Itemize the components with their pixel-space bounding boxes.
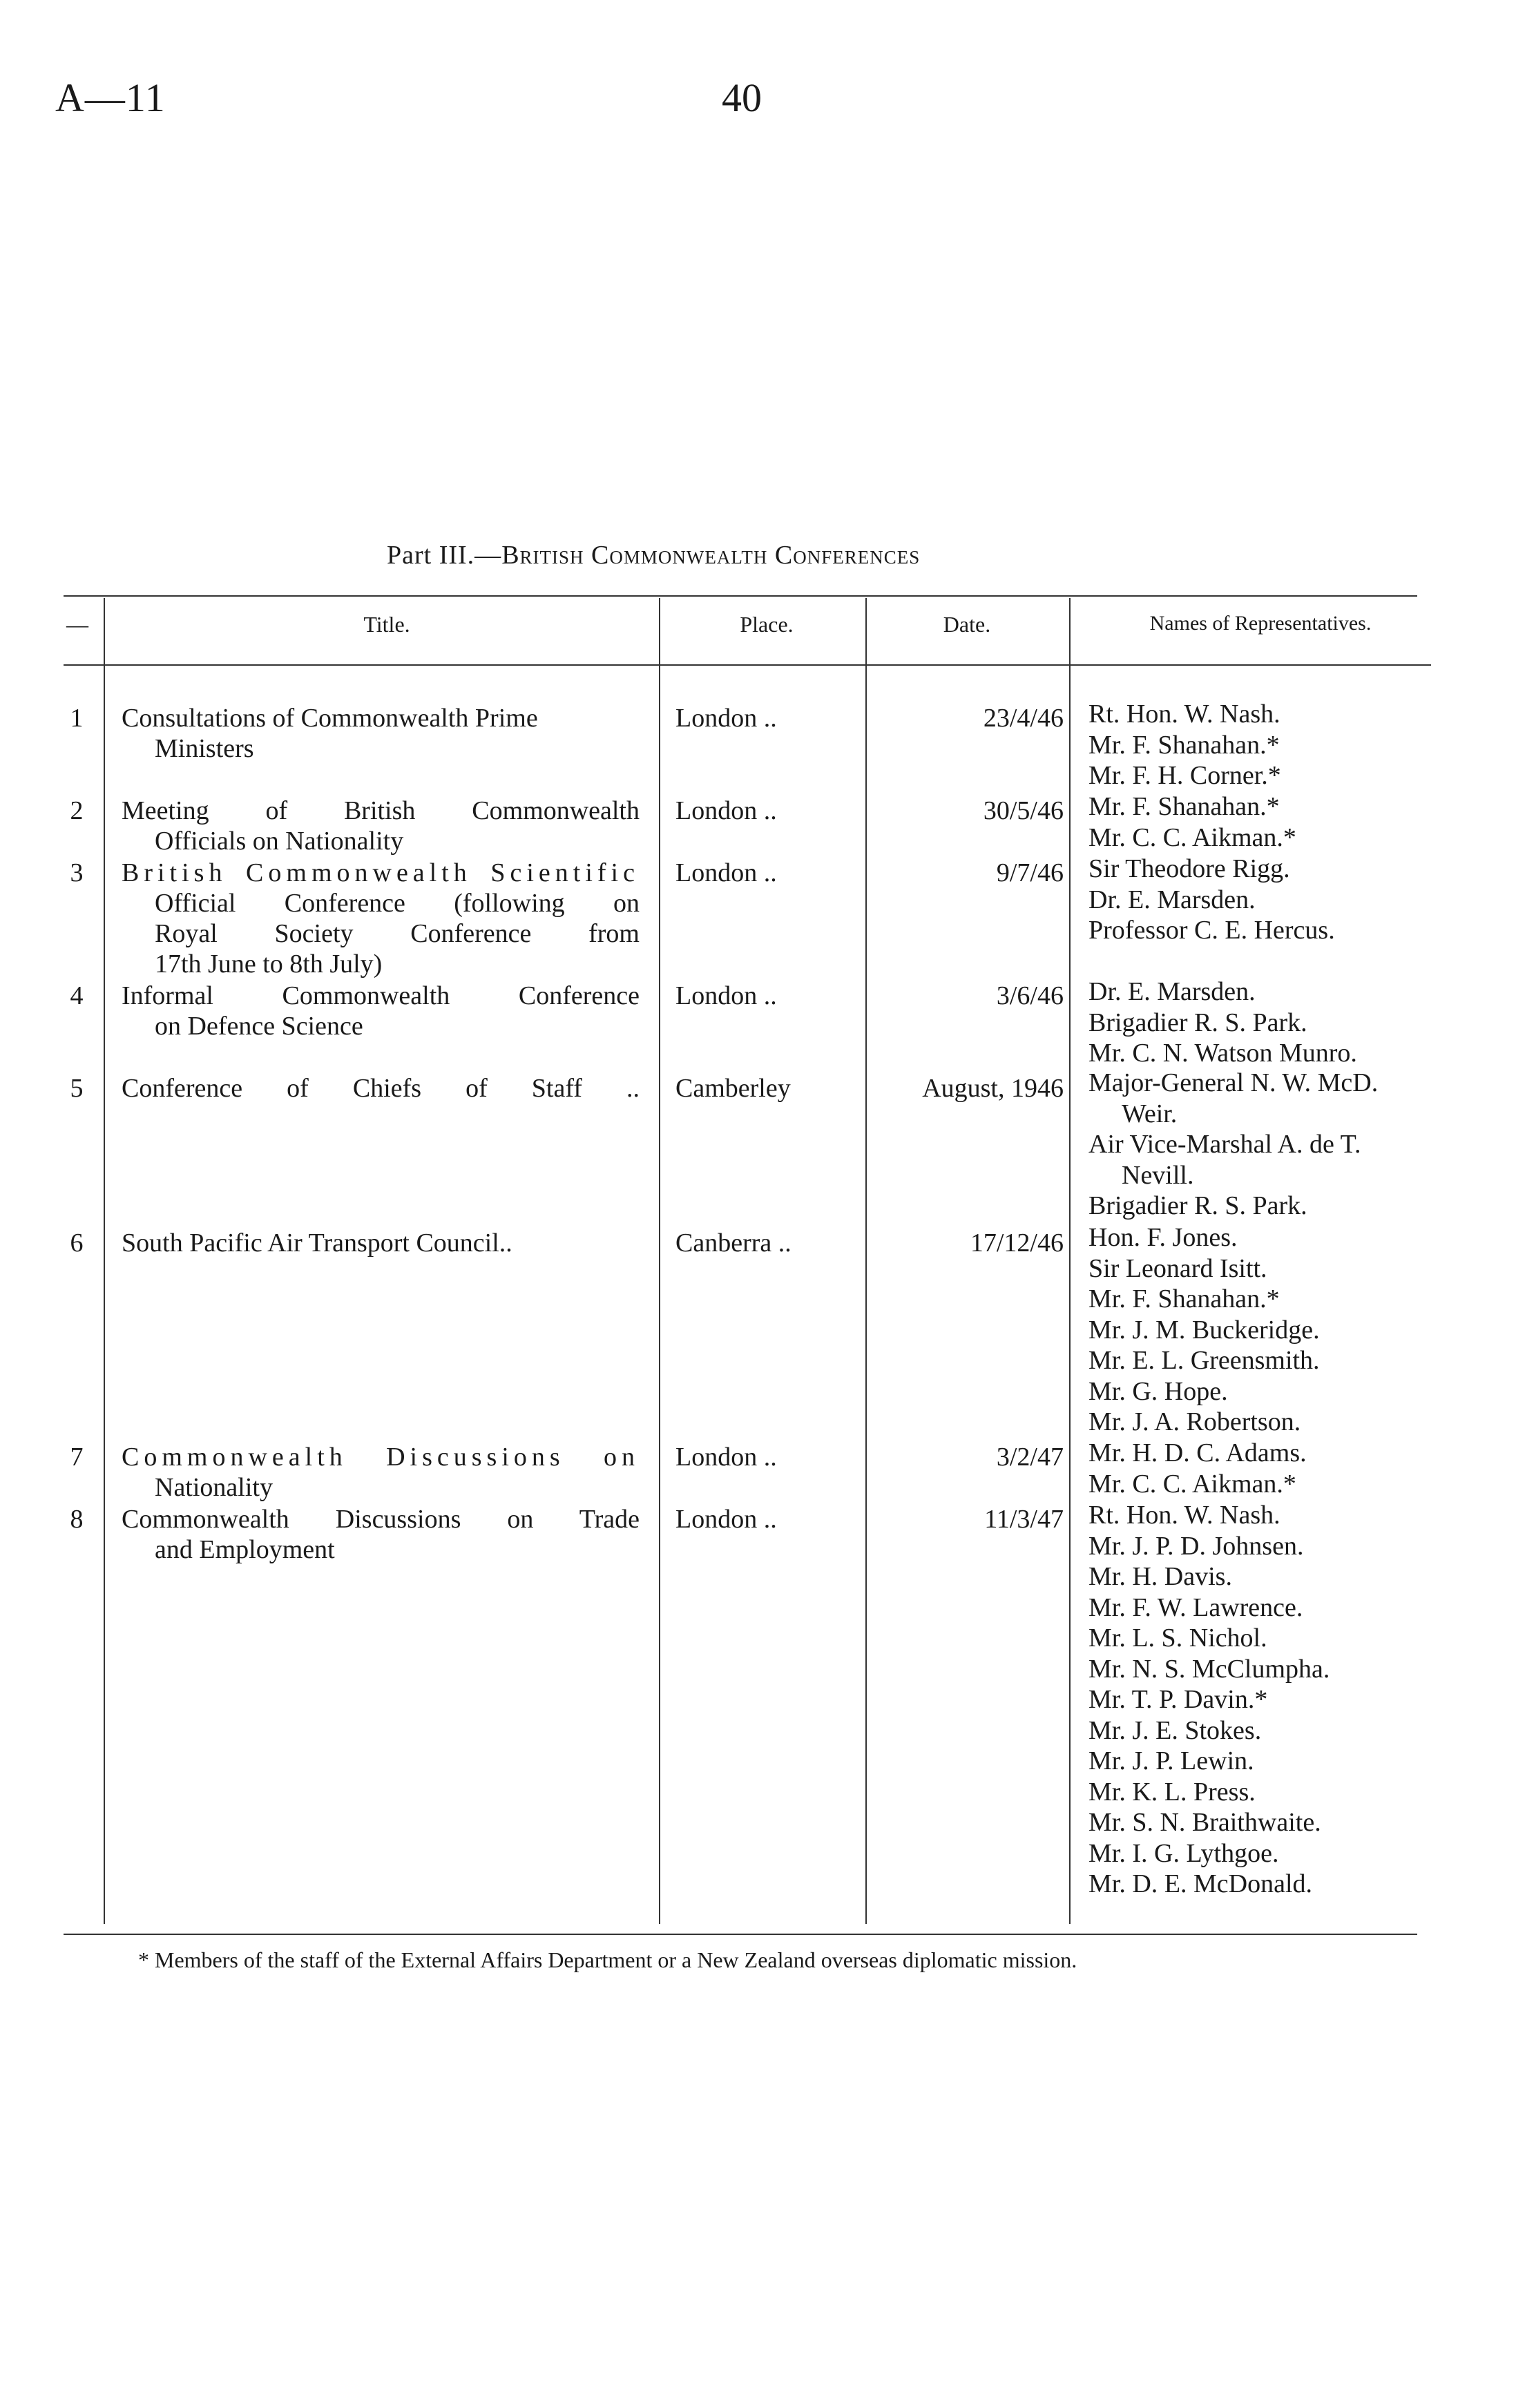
row-5-number: 5 bbox=[70, 1074, 84, 1103]
row-5-date: August, 1946 bbox=[922, 1074, 1064, 1103]
row-6-number: 6 bbox=[70, 1229, 84, 1258]
header-num: — bbox=[66, 612, 88, 637]
row-8-name: Mr. I. G. Lythgoe. bbox=[1088, 1838, 1279, 1868]
header-place: Place. bbox=[740, 612, 794, 637]
row-2-title bbox=[122, 796, 640, 856]
row-1-name: Mr. F. H. Corner.* bbox=[1088, 761, 1281, 790]
row-7-date: 3/2/47 bbox=[996, 1443, 1064, 1472]
row-4-title bbox=[122, 981, 640, 1041]
part-title-main: British Commonwealth Conferences bbox=[501, 541, 921, 570]
row-3-title-line-3: Royal Society Conference from bbox=[155, 919, 640, 948]
row-8-name: Mr. J. E. Stokes. bbox=[1088, 1715, 1262, 1745]
row-1-title bbox=[122, 703, 640, 764]
table-header-rule bbox=[64, 664, 1431, 666]
row-3-number: 3 bbox=[70, 858, 84, 887]
row-2-place: London .. bbox=[675, 796, 777, 825]
row-5-name: Air Vice-Marshal A. de T. bbox=[1088, 1130, 1361, 1159]
row-5-name: Major-General N. W. McD. bbox=[1088, 1068, 1379, 1097]
row-6-title bbox=[122, 1228, 640, 1258]
row-8-number: 8 bbox=[70, 1505, 84, 1534]
row-7-title bbox=[122, 1442, 640, 1503]
row-8-title-line-1: Commonwealth Discussions on Trade bbox=[122, 1505, 640, 1534]
row-3-name: Sir Theodore Rigg. bbox=[1088, 854, 1290, 883]
row-8-title-line-2: and Employment bbox=[155, 1535, 335, 1564]
row-6-name: Mr. E. L. Greensmith. bbox=[1088, 1346, 1320, 1375]
row-2-date: 30/5/46 bbox=[983, 796, 1064, 825]
row-2-names bbox=[1088, 791, 1475, 853]
row-1-date: 23/4/46 bbox=[983, 704, 1064, 733]
row-8-name: Mr. L. S. Nichol. bbox=[1088, 1624, 1267, 1653]
row-6-name: Mr. J. M. Buckeridge. bbox=[1088, 1315, 1320, 1345]
row-6-name: Mr. J. A. Robertson. bbox=[1088, 1407, 1301, 1436]
row-7-title-line-1: Commonwealth Discussions on bbox=[122, 1443, 640, 1472]
row-6-name: Sir Leonard Isitt. bbox=[1088, 1253, 1267, 1283]
row-5-place: Camberley bbox=[675, 1074, 791, 1103]
row-4-title-line-1: Informal Commonwealth Conference bbox=[122, 981, 640, 1010]
row-8-place: London .. bbox=[675, 1505, 777, 1534]
row-5-names bbox=[1088, 1068, 1475, 1222]
column-divider-4 bbox=[1069, 598, 1071, 1924]
row-1-number: 1 bbox=[70, 704, 84, 733]
row-4-place: London .. bbox=[675, 981, 777, 1010]
row-3-title-line-4: 17th June to 8th July) bbox=[155, 950, 383, 979]
row-8-name: Mr. K. L. Press. bbox=[1088, 1777, 1256, 1807]
row-1-title-line-1: Consultations of Commonwealth Prime bbox=[122, 704, 538, 733]
header-names: Names of Representatives. bbox=[1149, 612, 1372, 635]
row-1-place: London .. bbox=[675, 704, 777, 733]
row-4-name: Dr. E. Marsden. bbox=[1088, 977, 1256, 1006]
row-5-name: Brigadier R. S. Park. bbox=[1088, 1191, 1307, 1220]
row-8-names bbox=[1088, 1500, 1475, 1900]
row-3-name: Professor C. E. Hercus. bbox=[1088, 916, 1335, 945]
row-5-name: Nevill. bbox=[1122, 1160, 1194, 1190]
row-7-names bbox=[1088, 1438, 1475, 1499]
row-8-name: Mr. S. N. Braithwaite. bbox=[1088, 1808, 1321, 1837]
row-2-title-line-1: Meeting of British Commonwealth bbox=[122, 796, 640, 825]
row-5-title bbox=[122, 1073, 640, 1104]
row-6-place: Canberra .. bbox=[675, 1229, 791, 1258]
row-8-name: Mr. J. P. Lewin. bbox=[1088, 1746, 1254, 1775]
row-6-name: Mr. G. Hope. bbox=[1088, 1376, 1228, 1406]
row-6-title-line-1: South Pacific Air Transport Council.. bbox=[122, 1229, 512, 1258]
row-7-name: Mr. C. C. Aikman.* bbox=[1088, 1469, 1296, 1499]
table-top-rule bbox=[64, 595, 1417, 597]
row-8-name: Mr. H. Davis. bbox=[1088, 1562, 1232, 1591]
row-5-title-line-1: Conference of Chiefs of Staff .. bbox=[122, 1074, 640, 1103]
row-3-title-line-1: British Commonwealth Scientific bbox=[122, 858, 640, 887]
row-8-name: Mr. J. P. D. Johnsen. bbox=[1088, 1531, 1304, 1561]
row-7-place: London .. bbox=[675, 1443, 777, 1472]
row-1-title-line-2: Ministers bbox=[155, 734, 254, 763]
header-title: Title. bbox=[363, 612, 410, 637]
row-3-names bbox=[1088, 854, 1475, 946]
row-2-number: 2 bbox=[70, 796, 84, 825]
table-bottom-rule bbox=[64, 1934, 1417, 1935]
row-3-place: London .. bbox=[675, 858, 777, 887]
row-3-title-line-2: Official Conference (following on bbox=[155, 889, 640, 918]
row-6-date: 17/12/46 bbox=[970, 1229, 1064, 1258]
row-3-title bbox=[122, 858, 640, 979]
row-4-title-line-2: on Defence Science bbox=[155, 1012, 363, 1041]
row-4-date: 3/6/46 bbox=[996, 981, 1064, 1010]
row-8-name: Rt. Hon. W. Nash. bbox=[1088, 1501, 1280, 1530]
footnote: * Members of the staff of the External Affairs Department or a New Zealand overseas diplomatic mission. bbox=[138, 1947, 1077, 1972]
row-2-title-line-2: Officials on Nationality bbox=[155, 827, 404, 856]
document-reference: A—11 bbox=[55, 75, 166, 120]
row-6-name: Mr. F. Shanahan.* bbox=[1088, 1284, 1280, 1313]
row-8-date: 11/3/47 bbox=[984, 1505, 1064, 1534]
page-number: 40 bbox=[722, 75, 762, 120]
row-3-date: 9/7/46 bbox=[996, 858, 1064, 887]
row-8-name: Mr. D. E. McDonald. bbox=[1088, 1869, 1313, 1898]
row-4-name: Brigadier R. S. Park. bbox=[1088, 1008, 1307, 1037]
row-8-name: Mr. N. S. McClumpha. bbox=[1088, 1654, 1330, 1684]
row-6-names bbox=[1088, 1222, 1475, 1438]
row-8-name: Mr. T. P. Davin.* bbox=[1088, 1685, 1268, 1714]
row-1-name: Mr. F. Shanahan.* bbox=[1088, 730, 1280, 760]
row-4-name: Mr. C. N. Watson Munro. bbox=[1088, 1039, 1357, 1068]
row-2-name: Mr. F. Shanahan.* bbox=[1088, 792, 1280, 821]
row-8-name: Mr. F. W. Lawrence. bbox=[1088, 1592, 1303, 1622]
row-6-name: Hon. F. Jones. bbox=[1088, 1223, 1238, 1252]
column-divider-2 bbox=[659, 598, 660, 1924]
row-7-number: 7 bbox=[70, 1443, 84, 1472]
row-4-names bbox=[1088, 976, 1475, 1069]
part-title-prefix: Part III.— bbox=[387, 541, 502, 570]
row-4-number: 4 bbox=[70, 981, 84, 1010]
row-8-title bbox=[122, 1504, 640, 1565]
column-divider-1 bbox=[104, 598, 105, 1924]
header-date: Date. bbox=[943, 612, 991, 637]
part-title bbox=[387, 540, 920, 570]
row-5-name: Weir. bbox=[1122, 1099, 1178, 1128]
row-7-name: Mr. H. D. C. Adams. bbox=[1088, 1438, 1307, 1467]
row-1-names bbox=[1088, 699, 1475, 791]
row-3-name: Dr. E. Marsden. bbox=[1088, 885, 1256, 914]
row-1-name: Rt. Hon. W. Nash. bbox=[1088, 700, 1280, 729]
row-2-name: Mr. C. C. Aikman.* bbox=[1088, 822, 1296, 852]
row-7-title-line-2: Nationality bbox=[155, 1473, 273, 1502]
